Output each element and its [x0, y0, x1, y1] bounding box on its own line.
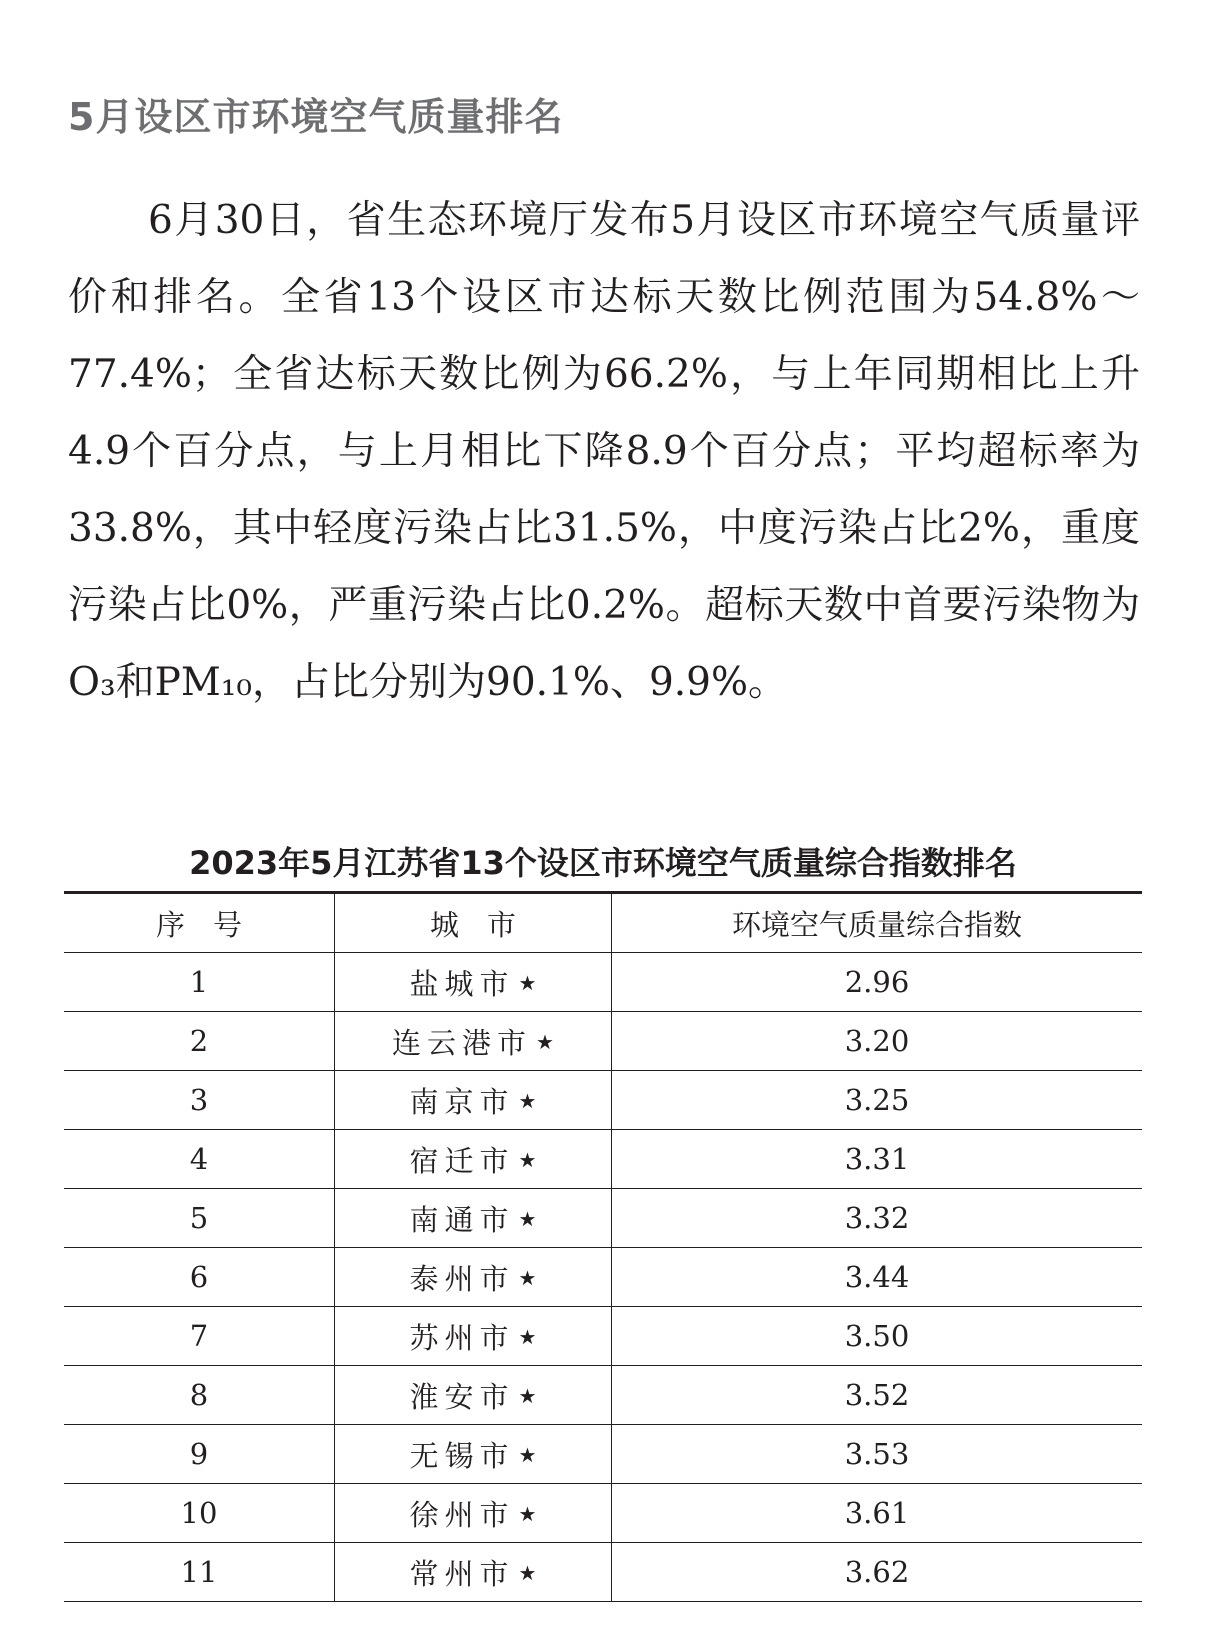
cell-city: 淮安市 ★: [335, 1366, 612, 1425]
cell-rank: 11: [64, 1543, 335, 1602]
cell-rank: 10: [64, 1484, 335, 1543]
cell-index: 3.52: [612, 1366, 1143, 1425]
header-city: 城市: [335, 893, 612, 953]
cell-index: 3.61: [612, 1484, 1143, 1543]
cell-index: 3.44: [612, 1248, 1143, 1307]
star-icon: ★: [518, 1324, 537, 1349]
cell-index: 3.62: [612, 1543, 1143, 1602]
cell-rank: 3: [64, 1071, 335, 1130]
star-icon: ★: [518, 1560, 537, 1585]
table-header-row: [64, 893, 1142, 953]
table-row: [64, 1543, 1142, 1602]
cell-city: 苏州市 ★: [335, 1307, 612, 1366]
cell-rank: 2: [64, 1012, 335, 1071]
cell-city: 宿迁市 ★: [335, 1130, 612, 1189]
cell-index: 3.25: [612, 1071, 1143, 1130]
table-row: [64, 1484, 1142, 1543]
ranking-table: [64, 891, 1142, 1602]
cell-rank: 7: [64, 1307, 335, 1366]
table-row: [64, 953, 1142, 1012]
cell-city: 南京市 ★: [335, 1071, 612, 1130]
cell-rank: 4: [64, 1130, 335, 1189]
cell-index: 3.20: [612, 1012, 1143, 1071]
cell-city: 南通市 ★: [335, 1189, 612, 1248]
table-row: [64, 1366, 1142, 1425]
table-title: 2023年5月江苏省13个设区市环境空气质量综合指数排名: [189, 844, 1017, 882]
star-icon: ★: [536, 1029, 554, 1054]
cell-rank: 1: [64, 953, 335, 1012]
cell-city: 泰州市 ★: [335, 1248, 612, 1307]
cell-rank: 8: [64, 1366, 335, 1425]
cell-index: 3.50: [612, 1307, 1143, 1366]
star-icon: ★: [518, 1206, 537, 1231]
star-icon: ★: [518, 1147, 537, 1172]
cell-index: 2.96: [612, 953, 1143, 1012]
star-icon: ★: [518, 1442, 537, 1467]
cell-rank: 6: [64, 1248, 335, 1307]
header-rank: 序号: [64, 893, 335, 953]
cell-index: 3.53: [612, 1425, 1143, 1484]
cell-city: 常州市 ★: [335, 1543, 612, 1602]
table-row: [64, 1130, 1142, 1189]
table-row: [64, 1307, 1142, 1366]
cell-city: 无锡市 ★: [335, 1425, 612, 1484]
table-row: [64, 1071, 1142, 1130]
cell-city: 徐州市 ★: [335, 1484, 612, 1543]
table-row: [64, 1425, 1142, 1484]
cell-rank: 5: [64, 1189, 335, 1248]
star-icon: ★: [518, 1265, 537, 1290]
star-icon: ★: [518, 1088, 537, 1113]
star-icon: ★: [518, 1501, 537, 1526]
star-icon: ★: [518, 1383, 537, 1408]
cell-index: 3.31: [612, 1130, 1143, 1189]
table-row: [64, 1012, 1142, 1071]
star-icon: ★: [518, 970, 537, 995]
cell-city: 连云港市 ★: [335, 1012, 612, 1071]
cell-city: 盐城市 ★: [335, 953, 612, 1012]
table-row: [64, 1248, 1142, 1307]
cell-rank: 9: [64, 1425, 335, 1484]
cell-index: 3.32: [612, 1189, 1143, 1248]
article-body: 6月30日，省生态环境厅发布5月设区市环境空气质量评价和排名。全省13个设区市达标天数比例范围为54.8%～77.4%；全省达标天数比例为66.2%，与上年同期相比上升4.9个百分点，与上月相比下降8.9个百分点；平均超标率为33.8%，其中轻度污染占比31.5%，中度污染占比2%，重度污染占比0%，严重污染占比0.2%。超标天数中首要污染物为O₃和PM₁₀，占比分别为90.1%、9.9%。: [68, 198, 1140, 705]
header-index: 环境空气质量综合指数: [612, 893, 1143, 953]
article-heading: 5月设区市环境空气质量排名: [68, 95, 564, 139]
table-row: [64, 1189, 1142, 1248]
